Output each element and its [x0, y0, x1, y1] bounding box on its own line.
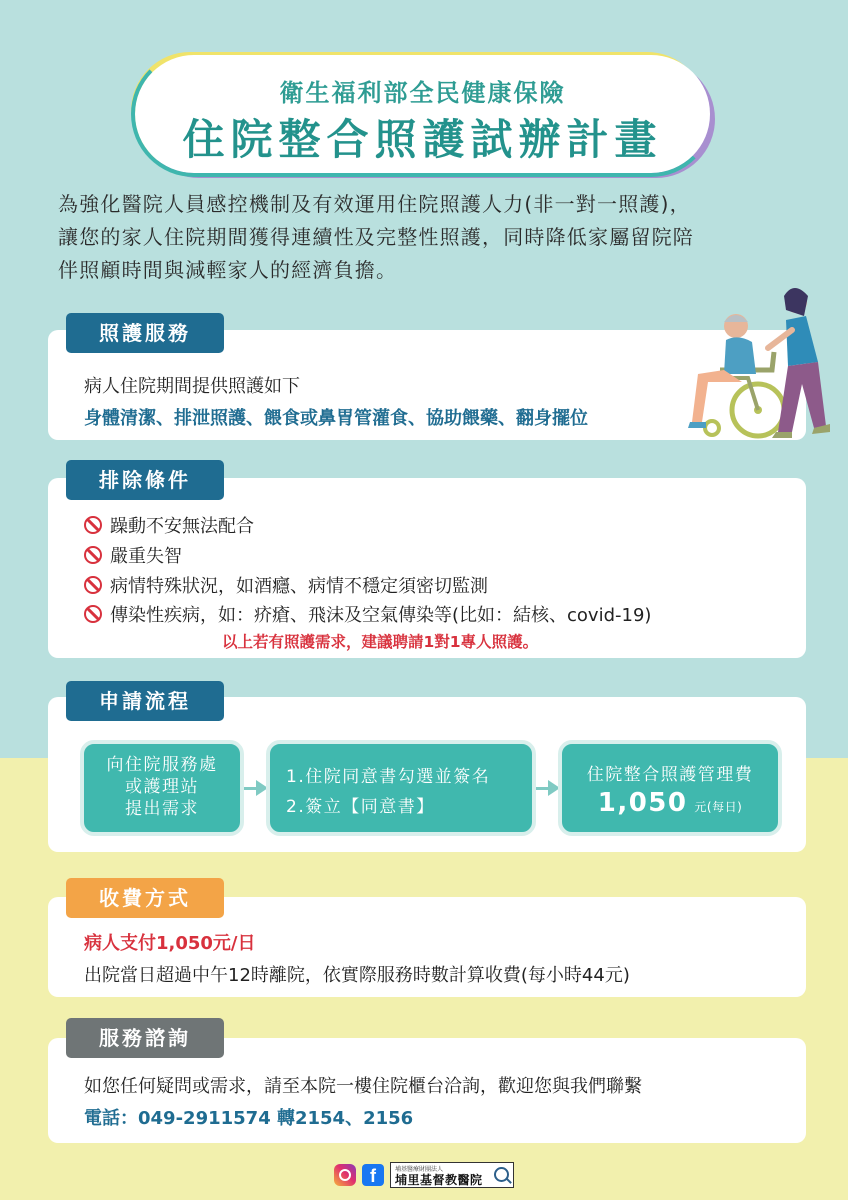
exclusion-item — [84, 601, 651, 627]
process-step-2 — [266, 740, 536, 836]
step-1-line: 向住院服務處 — [106, 755, 218, 775]
exclusion-note: 以上若有照護需求，建議聘請1對1專人照護。 — [222, 633, 539, 651]
page-title: 住院整合照護試辦計畫 — [182, 115, 663, 164]
consult-tag: 服務諮詢 — [66, 1018, 224, 1058]
care-service-list: 身體清潔、排泄照護、餵食或鼻胃管灌食、協助餵藥、翻身擺位 — [84, 408, 588, 429]
step-1-line: 提出需求 — [125, 799, 199, 819]
step-2-line: 1.住院同意書勾選並簽名 — [286, 767, 491, 787]
instagram-icon[interactable] — [334, 1164, 356, 1186]
consult-text: 如您任何疑問或需求，請至本院一樓住院櫃台洽詢，歡迎您與我們聯繫 — [84, 1076, 642, 1097]
fee-unit: 元(每日) — [694, 800, 743, 814]
title-banner — [135, 55, 710, 173]
exclusion-item — [84, 512, 254, 538]
prohibited-icon — [84, 546, 102, 564]
intro-line: 讓您的家人住院期間獲得連續性及完整性照護，同時降低家屬留院陪 — [58, 225, 694, 249]
hospital-logo[interactable] — [390, 1162, 514, 1188]
exclusion-item — [84, 542, 182, 568]
prohibited-icon — [84, 576, 102, 594]
fee-amount: 1,050 — [597, 788, 688, 818]
caregiver-wheelchair-illustration — [680, 282, 830, 442]
exclusion-item-label: 躁動不安無法配合 — [110, 516, 254, 537]
fee-patient-pays: 病人支付1,050元/日 — [84, 933, 256, 954]
exclusion-item-label: 嚴重失智 — [110, 546, 182, 567]
fee-title: 住院整合照護管理費 — [586, 765, 754, 785]
exclusion-item-label: 病情特殊狀況，如酒癮、病情不穩定須密切監測 — [110, 576, 488, 597]
page-subtitle: 衛生福利部全民健康保險 — [279, 79, 566, 107]
intro-line: 伴照顧時間與減輕家人的經濟負擔。 — [58, 258, 398, 282]
step-1-line: 或護理站 — [125, 777, 199, 797]
care-service-intro: 病人住院期間提供照護如下 — [84, 376, 300, 397]
fee-tag: 收費方式 — [66, 878, 224, 918]
care-service-tag: 照護服務 — [66, 313, 224, 353]
consult-phone[interactable]: 電話：049-2911574 轉2154、2156 — [84, 1108, 414, 1129]
search-icon[interactable] — [494, 1167, 509, 1182]
process-step-3 — [558, 740, 782, 836]
fee-discharge-rule: 出院當日超過中午12時離院，依實際服務時數計算收費(每小時44元) — [84, 965, 630, 986]
facebook-icon[interactable]: f — [362, 1164, 384, 1186]
exclusion-item-label: 傳染性疾病，如：疥瘡、飛沫及空氣傳染等(比如：結核、covid-19) — [110, 605, 652, 626]
process-step-1 — [80, 740, 244, 836]
hospital-foundation: 埔基醫療財團法人 — [395, 1166, 444, 1173]
step-2-line: 2.簽立【同意書】 — [286, 797, 435, 817]
exclusion-item — [84, 572, 488, 598]
prohibited-icon — [84, 605, 102, 623]
hospital-name: 埔里基督教醫院 — [395, 1173, 483, 1187]
prohibited-icon — [84, 516, 102, 534]
exclusion-tag: 排除條件 — [66, 460, 224, 500]
intro-paragraph — [58, 188, 798, 287]
process-tag: 申請流程 — [66, 681, 224, 721]
intro-line: 為強化醫院人員感控機制及有效運用住院照護人力(非一對一照護)， — [58, 192, 691, 216]
